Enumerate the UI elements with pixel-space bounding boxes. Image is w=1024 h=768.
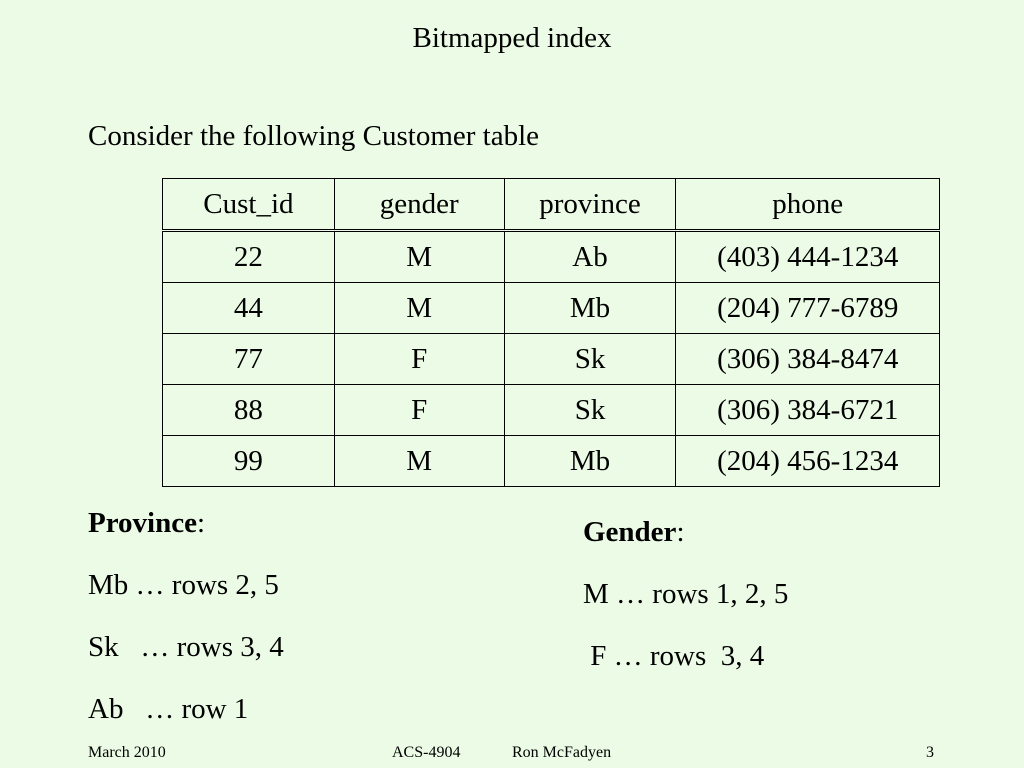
gender-heading <box>583 512 788 574</box>
province-heading <box>88 503 284 565</box>
table-row <box>163 385 940 436</box>
cell-cust-id: 99 <box>163 436 335 487</box>
column-header-province: province <box>504 179 676 231</box>
gender-bitmap-line: F … rows 3, 4 <box>583 640 765 672</box>
cell-province: Sk <box>504 385 676 436</box>
table-row <box>163 283 940 334</box>
cell-cust-id: 22 <box>163 231 335 283</box>
table-row <box>163 231 940 283</box>
footer-page-number: 3 <box>926 744 934 761</box>
column-header-cust-id: Cust_id <box>163 179 335 231</box>
slide-title: Bitmapped index <box>412 22 612 54</box>
cell-province: Mb <box>504 436 676 487</box>
cell-phone: (403) 444-1234 <box>676 231 940 283</box>
column-header-gender: gender <box>334 179 504 231</box>
cell-cust-id: 88 <box>163 385 335 436</box>
cell-gender: F <box>334 385 504 436</box>
footer-date: March 2010 <box>88 744 166 761</box>
cell-cust-id: 77 <box>163 334 335 385</box>
cell-province: Sk <box>504 334 676 385</box>
table-row <box>163 334 940 385</box>
cell-phone: (204) 777-6789 <box>676 283 940 334</box>
cell-cust-id: 44 <box>163 283 335 334</box>
province-bitmap-line: Ab … row 1 <box>88 693 249 725</box>
footer-author: Ron McFadyen <box>512 744 612 761</box>
table-row <box>163 436 940 487</box>
province-heading-label: Province <box>88 507 197 539</box>
customer-table <box>162 178 940 487</box>
province-bitmap-section <box>88 503 284 751</box>
cell-province: Mb <box>504 283 676 334</box>
province-bitmap-line: Sk … rows 3, 4 <box>88 631 284 663</box>
cell-phone: (306) 384-6721 <box>676 385 940 436</box>
gender-bitmap-line: M … rows 1, 2, 5 <box>583 578 789 610</box>
cell-gender: F <box>334 334 504 385</box>
cell-phone: (306) 384-8474 <box>676 334 940 385</box>
province-heading-colon: : <box>197 507 206 539</box>
cell-gender: M <box>334 283 504 334</box>
cell-gender: M <box>334 231 504 283</box>
cell-province: Ab <box>504 231 676 283</box>
cell-gender: M <box>334 436 504 487</box>
gender-heading-colon: : <box>676 516 685 548</box>
table-header-row <box>163 179 940 231</box>
gender-heading-label: Gender <box>583 516 677 548</box>
province-bitmap-line: Mb … rows 2, 5 <box>88 569 279 601</box>
gender-bitmap-section <box>583 512 788 698</box>
intro-text: Consider the following Customer table <box>88 120 540 152</box>
column-header-phone: phone <box>676 179 940 231</box>
footer-course: ACS-4904 <box>392 744 461 761</box>
cell-phone: (204) 456-1234 <box>676 436 940 487</box>
